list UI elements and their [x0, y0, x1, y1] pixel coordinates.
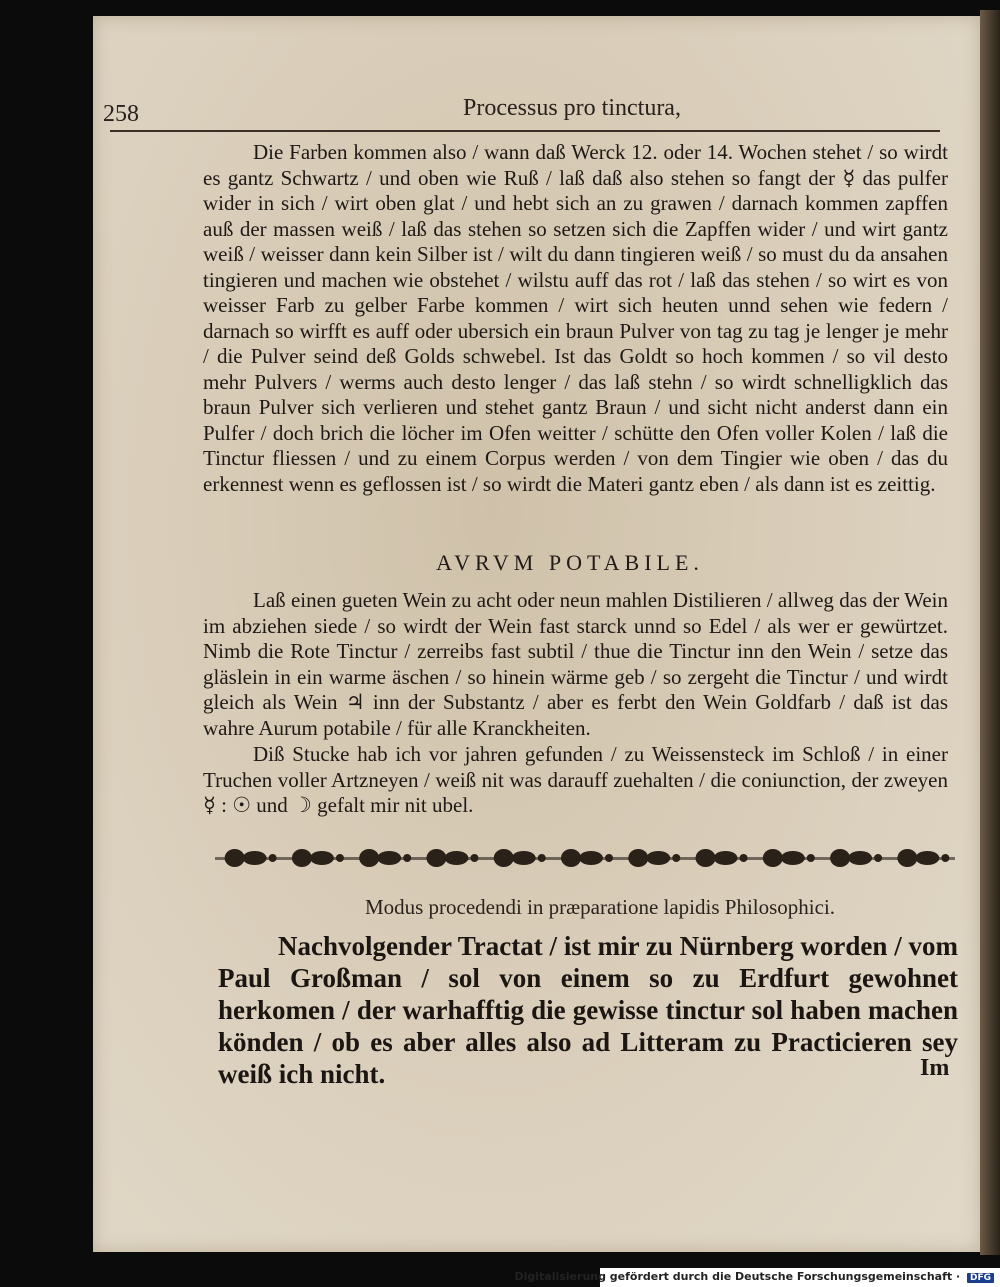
ornament-motif [494, 849, 546, 867]
footer-credit [514, 1270, 994, 1283]
ornament-motif [359, 849, 411, 867]
page-binding-edge [980, 10, 1000, 1255]
ornament-motif [561, 849, 613, 867]
ornament-motif [628, 849, 680, 867]
paragraph-found: Diß Stucke hab ich vor jahren gefunden / zu Weissensteck im Schloß / in einer Truchen voller Artzneyen / weiß nit was darauff zuehalten / die coniunction, der zweyen ☿ : ☉ und ☽ gefalt mir nit ubel. [203, 742, 948, 817]
page-header [103, 95, 948, 129]
paragraph-tractat: Nachvolgender Tractat / ist mir zu Nürnberg worden / vom Paul Großman / sol von einem so zu Erdfurt gewohnet herkomen / der warhafftig die gewisse tinctur sol haben machen könden / ob es aber alles also ad Litteram zu Practicieren sey weiß ich nicht. [218, 931, 958, 1089]
ornament-motif [763, 849, 815, 867]
header-rule [110, 130, 940, 132]
ornament-motif [830, 849, 882, 867]
catchword: Im [920, 1055, 950, 1081]
ornament-motif [426, 849, 478, 867]
ornament-motif [292, 849, 344, 867]
ornament-motif [897, 849, 949, 867]
paragraph-colors: Die Farben kommen also / wann daß Werck 12. oder 14. Wochen stehet / so wirdt es gantz Schwartz / und oben wie Ruß / laß daß also stehen so fangt der ☿ das pulfer wider in sich / wirt oben glat / und hebt sich an zu grawen / darnach kommen zapffen auß der massen weiß / laß das stehen so setzen sich die Zapffen wider / und wirt gantz weiß / weisser dann kein Silber ist / wilt du dann tingieren weiß / so must du da ansahen tingieren und machen wie obstehet / wilstu auff das rot / laß das stehen / so wirt es von weisser Farb zu gelber Farbe kommen / wirt sich heuten unnd sehen wie federn / darnach so wirfft es auff oder ubersich ein braun Pulver von tag zu tag je lenger je mehr / die Pulver seind deß Golds schwebel. Ist das Goldt so hoch kommen / so vil desto mehr Pulvers / werms auch desto lenger / das laß stehn / so wirdt schnelligklich das braun Pulver sich verlieren und stehet gantz Braun / und sicht nicht anderst dann ein Pulfer / doch brich die löcher im Ofen weitter / schütte den Ofen voller Kolen / laß die Tinctur fliessen / und zu einem Corpus werden / von dem Tingier wie oben / das du erkennest wenn es geflossen ist / so wirdt die Materi gantz eben / als dann ist es zeittig. [203, 140, 948, 496]
running-title: Processus pro tinctura, [463, 95, 681, 121]
section-heading: AVRVM POTABILE. [436, 550, 704, 575]
subtitle: Modus procedendi in præparatione lapidis Philosophici. [364, 895, 836, 919]
dfg-logo: DFG [967, 1273, 994, 1283]
ornament-motif [696, 849, 748, 867]
ornament-band [215, 840, 955, 880]
footer-bar [514, 1268, 1000, 1287]
paragraph-aurum-potabile: Laß einen gueten Wein zu acht oder neun mahlen Distilieren / allweg das der Wein im abziehen siede / so wirdt der Wein fast starck unnd so Edel / als wer er gewürtzet. Nimb die Rote Tinctur / zerreibs fast subtil / thue die Tinctur inn den Wein / setze das gläslein in ein warme äschen / so hinein wärme geb / so zergeht die Tinctur / und wirdt gleich als Wein ♃ inn der Substantz / aber es ferbt den Wein Goldfarb / daß ist das wahre Aurum potabile / für alle Kranckheiten. [203, 588, 948, 740]
page-number: 258 [103, 101, 139, 127]
ornament-motif [225, 849, 277, 867]
footer-credit-text: Digitalisierung gefördert durch die Deutsche Forschungsgemeinschaft · [514, 1270, 961, 1283]
